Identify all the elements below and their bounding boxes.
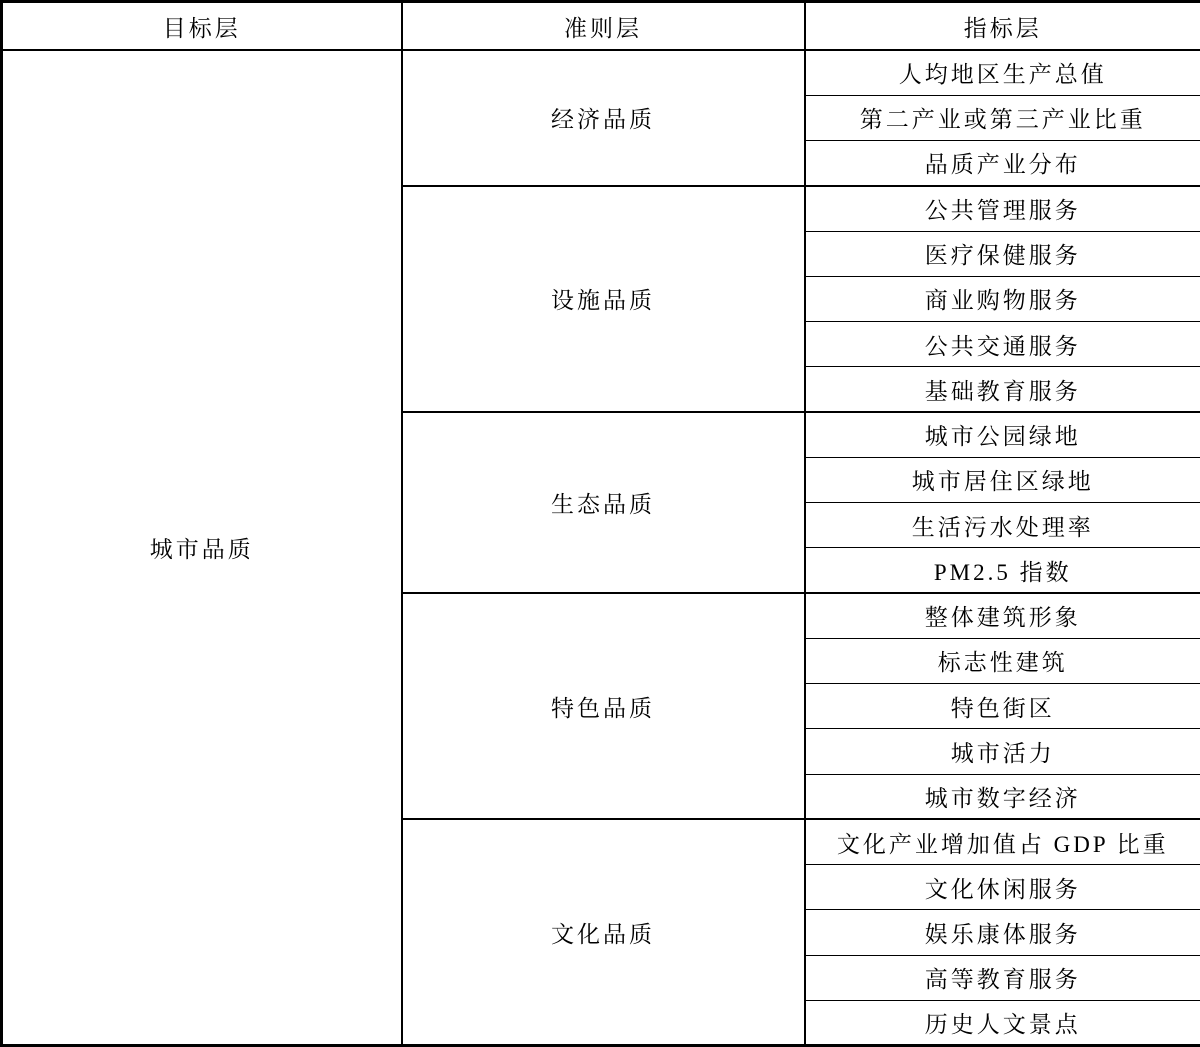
indicator-cell: 整体建筑形象: [805, 593, 1200, 638]
criterion-cell: 文化品质: [402, 819, 805, 1045]
col-header-criterion-layer: 准则层: [402, 2, 805, 51]
table-row: [2, 50, 1200, 95]
indicator-cell: 娱乐康体服务: [805, 910, 1200, 955]
indicator-cell: PM2.5 指数: [805, 548, 1200, 593]
indicator-cell: 基础教育服务: [805, 367, 1200, 412]
indicator-cell: 高等教育服务: [805, 955, 1200, 1000]
indicator-cell: 公共交通服务: [805, 322, 1200, 367]
table-header: [2, 2, 1200, 51]
indicator-cell: 历史人文景点: [805, 1000, 1200, 1045]
indicator-cell: 公共管理服务: [805, 186, 1200, 231]
indicator-cell: 品质产业分布: [805, 141, 1200, 186]
table-body: [2, 50, 1200, 1046]
col-header-indicator-layer: 指标层: [805, 2, 1200, 51]
criterion-cell: 特色品质: [402, 593, 805, 819]
col-header-target-layer: 目标层: [2, 2, 402, 51]
criterion-cell: 经济品质: [402, 50, 805, 186]
criterion-cell: 生态品质: [402, 412, 805, 593]
indicator-cell: 城市数字经济: [805, 774, 1200, 819]
indicator-cell: 标志性建筑: [805, 638, 1200, 683]
indicator-cell: 城市居住区绿地: [805, 457, 1200, 502]
indicator-cell: 医疗保健服务: [805, 231, 1200, 276]
header-row: [2, 2, 1200, 51]
indicator-cell: 特色街区: [805, 684, 1200, 729]
indicator-cell: 生活污水处理率: [805, 503, 1200, 548]
criterion-cell: 设施品质: [402, 186, 805, 412]
target-cell: 城市品质: [2, 50, 402, 1046]
indicator-cell: 人均地区生产总值: [805, 50, 1200, 95]
indicator-cell: 第二产业或第三产业比重: [805, 95, 1200, 140]
indicator-cell: 城市活力: [805, 729, 1200, 774]
indicator-cell: 文化产业增加值占 GDP 比重: [805, 819, 1200, 864]
indicator-cell: 文化休闲服务: [805, 865, 1200, 910]
indicator-cell: 城市公园绿地: [805, 412, 1200, 457]
indicator-cell: 商业购物服务: [805, 276, 1200, 321]
